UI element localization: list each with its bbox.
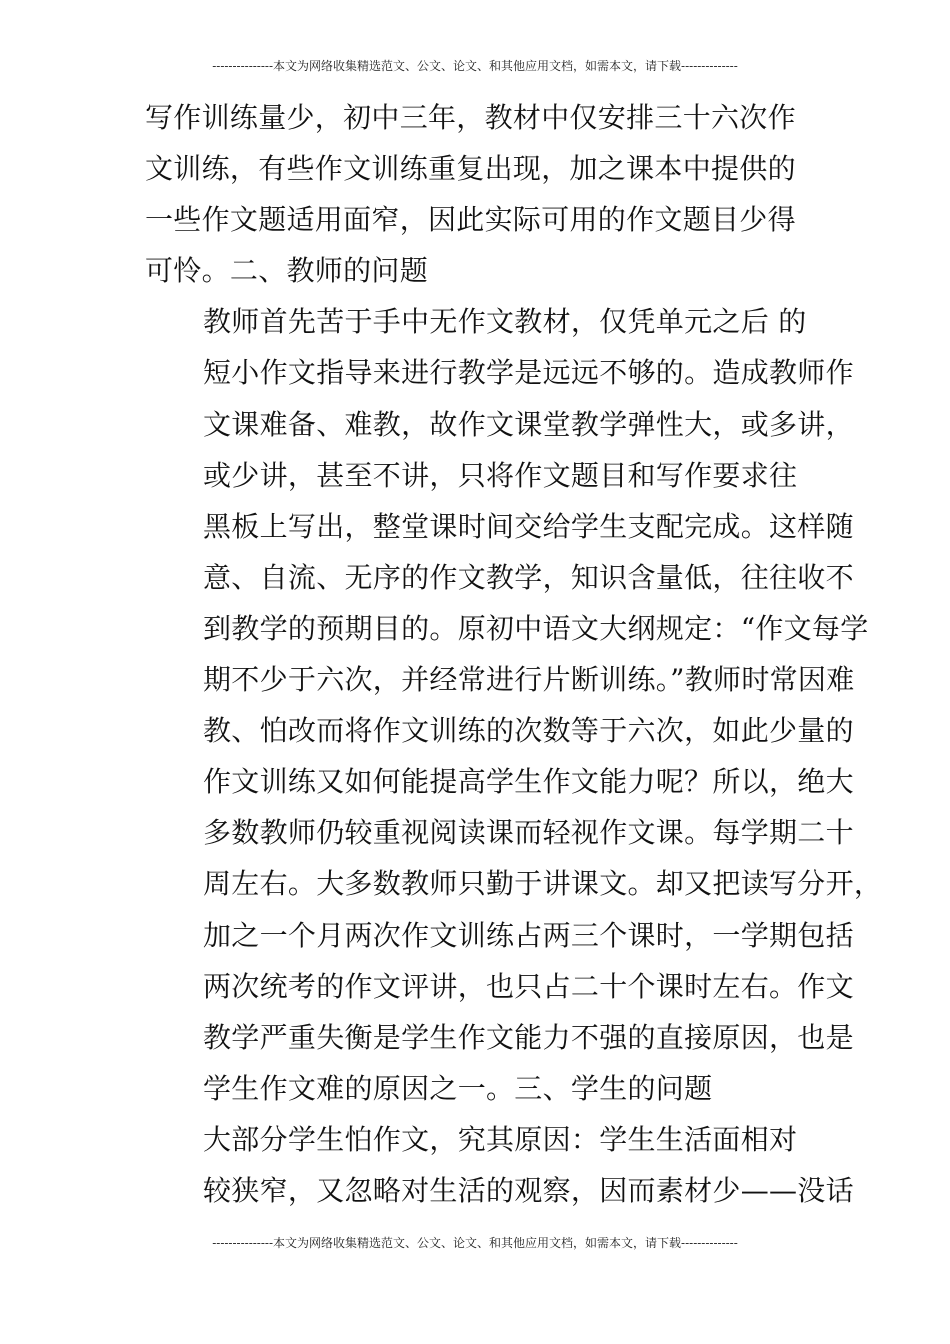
paragraph bbox=[145, 450, 883, 1114]
text-line: 教师首先苦于手中无作文教材，仅凭单元之后 的 bbox=[203, 305, 807, 339]
text-line: 可怜。二、教师的问题 bbox=[145, 254, 429, 288]
text-line: 黑板上写出，整堂课时间交给学生支配完成。这样随 bbox=[203, 509, 854, 543]
text-line: 加之一个月两次作文训练占两三个课时，一学期包括 bbox=[203, 918, 854, 952]
text-line: 或少讲，甚至不讲，只将作文题目和写作要求往 bbox=[203, 458, 798, 492]
paragraph bbox=[145, 1114, 854, 1216]
text-line: 一些作文题适用面窄，因此实际可用的作文题目少得 bbox=[145, 203, 796, 237]
text-line: 写作训练量少，初中三年，教材中仅安排三十六次作 bbox=[145, 101, 796, 134]
text-line: 教、怕改而将作文训练的次数等于六次，如此少量的 bbox=[203, 714, 854, 748]
text-line: 教学严重失衡是学生作文能力不强的直接原因，也是 bbox=[203, 1020, 854, 1054]
text-line: 周左右。大多数教师只勤于讲课文。却又把读写分开， bbox=[203, 867, 883, 901]
text-line: 意、自流、无序的作文教学，知识含量低，往往收不 bbox=[203, 560, 854, 594]
text-line: 文训练，有些作文训练重复出现，加之课本中提供的 bbox=[145, 152, 796, 186]
document-body bbox=[145, 92, 883, 1216]
text-line: 两次统考的作文评讲，也只占二十个课时左右。作文 bbox=[203, 969, 854, 1003]
page-footer: ---------------本文为网络收集精选范文、公文、论文、和其他应用文档，如需本文，请下载-------------- bbox=[212, 1236, 738, 1250]
paragraph bbox=[145, 92, 809, 296]
text-line: 多数教师仍较重视阅读课而轻视作文课。每学期二十 bbox=[203, 816, 854, 850]
text-line: 文课难备、难教，故作文课堂教学弹性大，或多讲， bbox=[203, 407, 854, 441]
paragraph bbox=[145, 296, 854, 449]
text-line: 大部分学生怕作文，究其原因：学生生活面相对 bbox=[203, 1122, 798, 1156]
text-line: 期不少于六次，并经常进行片断训练。”教师时常因难 bbox=[203, 663, 855, 697]
text-line: 较狭窄，又忽略对生活的观察，因而素材少——没话 bbox=[203, 1173, 854, 1207]
page-header: ---------------本文为网络收集精选范文、公文、论文、和其他应用文档，如需本文，请下载-------------- bbox=[212, 59, 738, 73]
text-line: 作文训练又如何能提高学生作文能力呢？所以，绝大 bbox=[203, 765, 854, 799]
text-line: 到教学的预期目的。原初中语文大纲规定：“作文每学 bbox=[203, 611, 869, 645]
text-line: 学生作文难的原因之一。三、学生的问题 bbox=[203, 1071, 713, 1105]
text-line: 短小作文指导来进行教学是远远不够的。造成教师作 bbox=[203, 356, 854, 390]
